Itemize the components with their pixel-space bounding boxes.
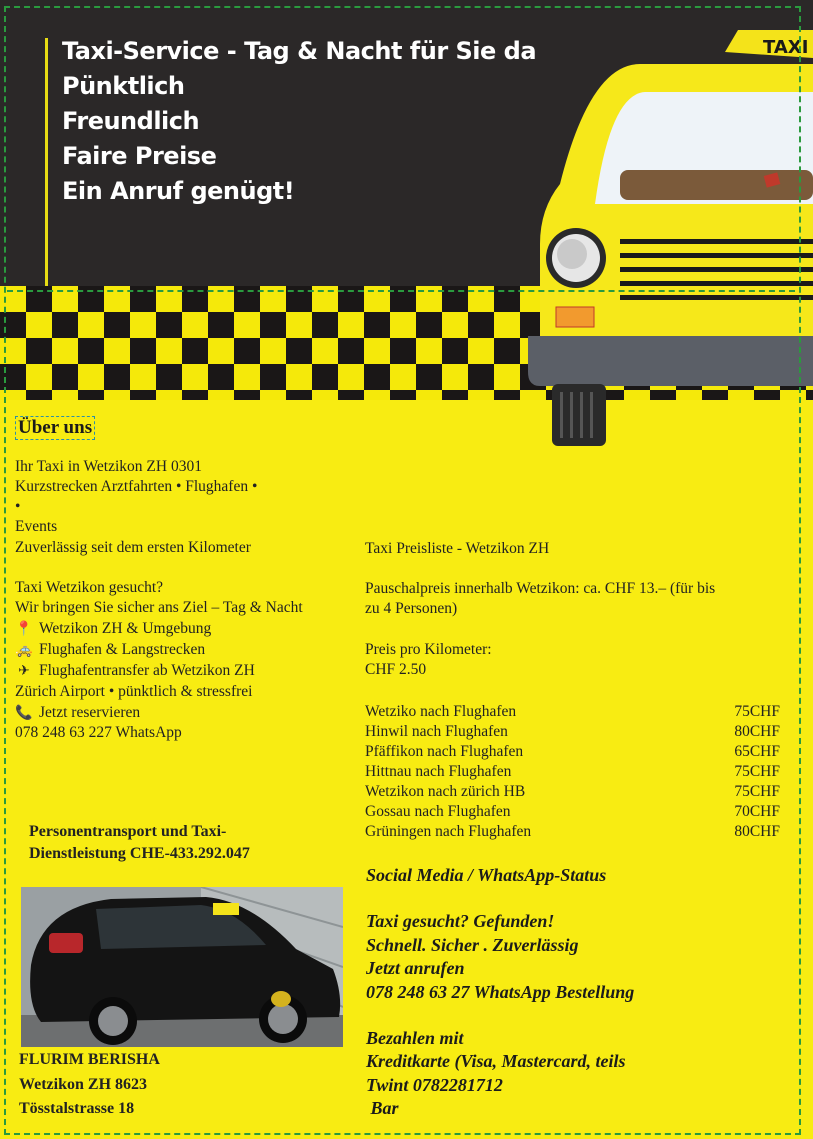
payment-line: Bar: [366, 1098, 399, 1118]
payment-line: Kreditkarte (Visa, Mastercard, teils: [366, 1051, 626, 1071]
route-name: Hinwil nach Flughafen: [365, 723, 508, 740]
payment-line: Twint 0782281712: [366, 1075, 503, 1095]
headline-line: Ein Anruf genügt!: [62, 177, 295, 205]
airplane-icon: ✈: [18, 663, 30, 679]
route-price: 75CHF: [734, 763, 780, 780]
company-line: Dienstleistung CHE-433.292.047: [29, 845, 250, 862]
accent-line: [45, 38, 48, 286]
about-line: Ihr Taxi in Wetzikon ZH 0301: [15, 458, 202, 475]
about-line: Events: [15, 518, 58, 535]
feature-item: [15, 640, 205, 661]
route-price: 65CHF: [734, 743, 780, 760]
route-price: 80CHF: [734, 723, 780, 740]
section-divider: [7, 290, 795, 293]
per-km-value: CHF 2.50: [365, 661, 427, 678]
about-line: Kurzstrecken Arztfahrten • Flughafen •: [15, 478, 258, 495]
pitch-line: Taxi Wetzikon gesucht?: [15, 579, 164, 596]
headline-line: Freundlich: [62, 107, 200, 135]
route-price: 70CHF: [734, 803, 780, 820]
flat-rate-line: zu 4 Personen): [365, 600, 458, 617]
feature-label: Flughafen & Langstrecken: [39, 641, 206, 658]
route-price: 80CHF: [734, 823, 780, 840]
route-name: Hittnau nach Flughafen: [365, 763, 512, 780]
headline-line: Faire Preise: [62, 142, 217, 170]
route-price: 75CHF: [734, 703, 780, 720]
route-name: Pfäffikon nach Flughafen: [365, 743, 524, 760]
promo-line: Taxi gesucht? Gefunden!: [366, 911, 555, 931]
reserve-label: Jetzt reservieren: [39, 704, 141, 721]
airport-line: Zürich Airport • pünktlich & stressfrei: [15, 683, 253, 700]
headline-line: Pünktlich: [62, 72, 185, 100]
phone-number: 078 248 63 227 WhatsApp: [15, 724, 182, 741]
route-name: Wetzikon nach zürich HB: [365, 783, 526, 800]
price-list-title: Taxi Preisliste - Wetzikon ZH: [365, 540, 550, 557]
route-price: 75CHF: [734, 783, 780, 800]
company-street: Tösstalstrasse 18: [19, 1100, 135, 1117]
phone-icon: 📞: [15, 705, 33, 721]
owner-name: FLURIM BERISHA: [19, 1051, 160, 1068]
company-city: Wetzikon ZH 8623: [19, 1076, 148, 1093]
taxi-icon: 🚕: [15, 642, 33, 658]
feature-item: [15, 619, 211, 640]
taxi-sign-text: TAXI: [763, 37, 809, 58]
car-photo: [21, 887, 343, 1047]
social-heading: Social Media / WhatsApp-Status: [366, 865, 607, 885]
promo-phone: 078 248 63 27 WhatsApp Bestellung: [366, 982, 635, 1002]
payment-line: Bezahlen mit: [366, 1028, 464, 1048]
headline: [62, 34, 536, 209]
route-name: Wetziko nach Flughafen: [365, 703, 517, 720]
route-name: Grüningen nach Flughafen: [365, 823, 532, 840]
reserve-item: [15, 703, 140, 724]
taxi-illustration: [520, 24, 813, 454]
about-line: Zuverlässig seit dem ersten Kilometer: [15, 539, 251, 556]
headline-line: Taxi-Service - Tag & Nacht für Sie da: [62, 37, 537, 65]
feature-label: Flughafentransfer ab Wetzikon ZH: [39, 662, 255, 679]
pitch-line: Wir bringen Sie sicher ans Ziel – Tag & Nacht: [15, 599, 303, 616]
promo-line: Schnell. Sicher . Zuverlässig: [366, 935, 579, 955]
location-pin-icon: 📍: [15, 621, 33, 637]
promo-line: Jetzt anrufen: [366, 958, 465, 978]
about-heading: Über uns: [18, 417, 93, 438]
route-name: Gossau nach Flughafen: [365, 803, 511, 820]
per-km-label: Preis pro Kilometer:: [365, 641, 492, 658]
about-line: •: [15, 498, 21, 515]
feature-label: Wetzikon ZH & Umgebung: [39, 620, 212, 637]
flat-rate-line: Pauschalpreis innerhalb Wetzikon: ca. CHF 13.– (für bis: [365, 580, 716, 597]
feature-item: [15, 661, 255, 682]
company-line: Personentransport und Taxi-: [29, 823, 227, 840]
